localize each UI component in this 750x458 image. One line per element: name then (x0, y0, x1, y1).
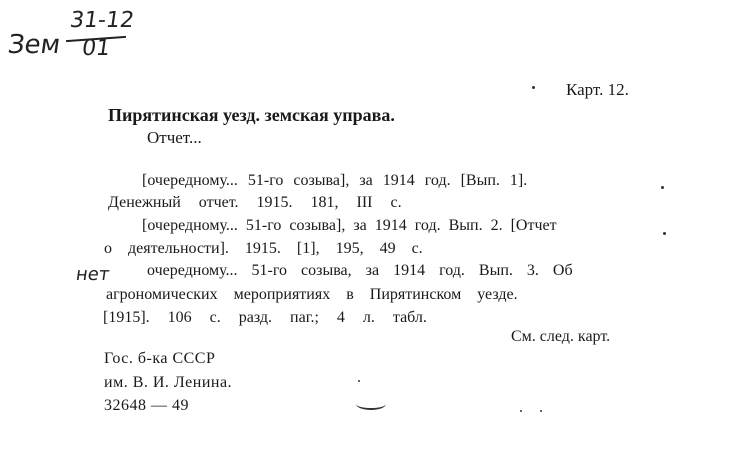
scan-speck (520, 410, 522, 412)
entry-line: [1915]. 106 с. разд. паг.; 4 л. табл. (103, 309, 427, 326)
card-heading: Пирятинская уезд. земская управа. (108, 105, 395, 125)
scan-speck (540, 410, 542, 412)
entry-line: очередному... 51-го созыва, за 1914 год. Вып. 3. Об (147, 262, 573, 279)
report-title: Отчет... (147, 128, 202, 147)
library-catalog-number: 32648 — 49 (104, 397, 189, 414)
see-next-card-note: См. след. карт. (511, 328, 611, 345)
entry-line: [очередному... 51-го созыва], за 1914 год. [Вып. 1]. (142, 172, 528, 189)
scan-speck (358, 380, 360, 382)
scan-speck (663, 232, 666, 235)
scan-speck (661, 186, 664, 189)
entry-line: агрономических мероприятиях в Пирятинском уезде. (106, 286, 518, 303)
handwritten-zem-label: Зем (5, 30, 63, 60)
entry-line: Денежный отчет. 1915. 181, III с. (108, 194, 402, 211)
handwritten-shelf-number-top: 31-12 (68, 8, 136, 33)
library-name-line: им. В. И. Ленина. (104, 374, 233, 391)
scan-speck (532, 86, 535, 89)
library-name-line: Гос. б-ка СССР (104, 350, 216, 367)
entry-line: о деятельности]. 1915. [1], 195, 49 с. (104, 240, 423, 257)
handwritten-net-note: нет (74, 264, 111, 285)
entry-line: [очередному... 51-го созыва], за 1914 год. Вып. 2. [Отчет (142, 217, 557, 234)
card-number: Карт. 12. (566, 80, 629, 99)
handwritten-shelf-number-bottom: 01 (80, 36, 112, 61)
pen-mark (356, 398, 386, 410)
